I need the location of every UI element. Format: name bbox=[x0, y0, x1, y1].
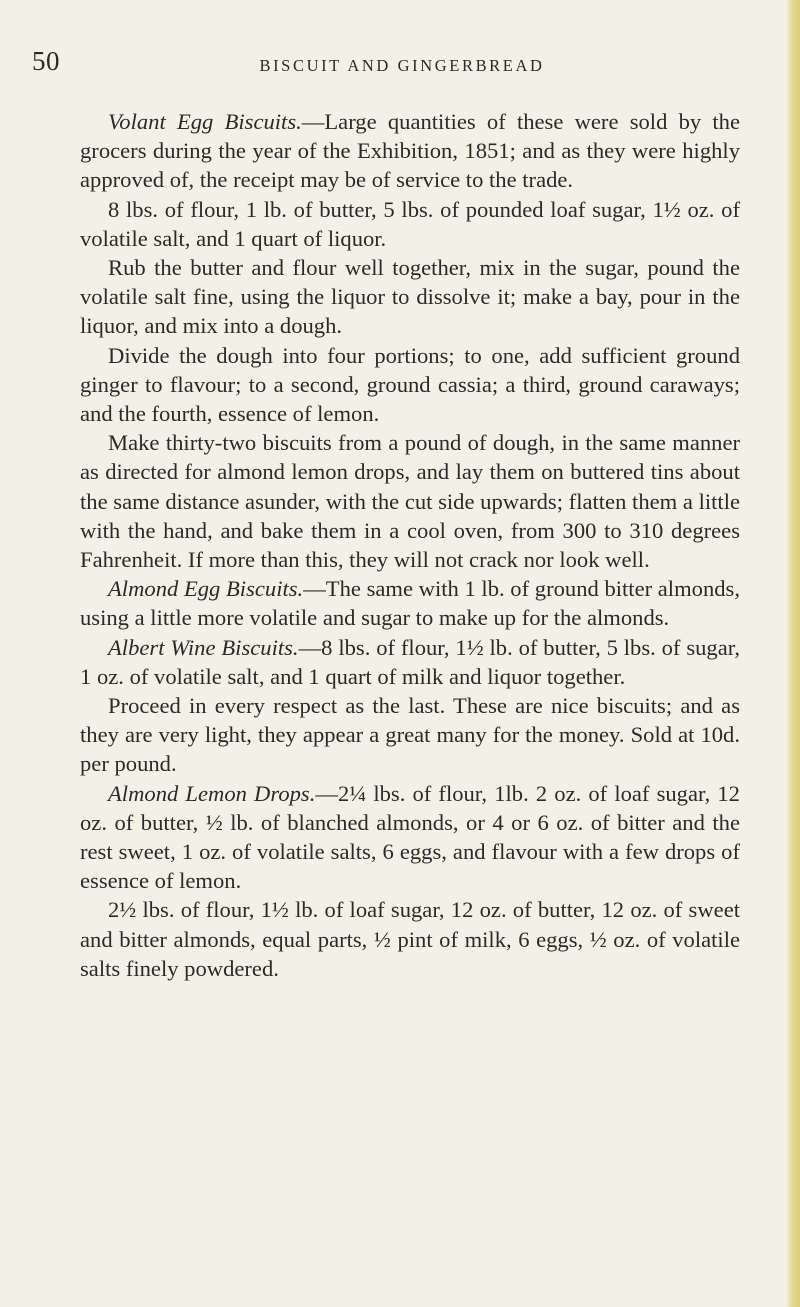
paragraph bbox=[80, 633, 740, 691]
recipe-title: Almond Egg Biscuits. bbox=[108, 576, 304, 602]
paragraph-text: —2¼ lbs. of flour, 1lb. 2 oz. of loaf sugar, 12 oz. of butter, ½ lb. of blanched almonds, or 4 or 6 oz. of bitter and the rest sweet, 1 oz. of volatile salts, 6 eggs, and flavour with a few drops of essence of lemon. bbox=[80, 780, 740, 894]
paragraph-text: 2½ lbs. of flour, 1½ lb. of loaf sugar, 12 oz. of butter, 12 oz. of sweet and bitter almonds, equal parts, ½ pint of milk, 6 eggs, ½ oz. of volatile salts finely powdered. bbox=[80, 897, 740, 981]
paragraph bbox=[80, 428, 740, 574]
paragraph bbox=[80, 779, 740, 896]
page-edge bbox=[786, 0, 800, 1307]
paragraph-text: —The same with 1 lb. of ground bitter almonds, using a little more volatile and sugar to make up for the almonds. bbox=[80, 576, 740, 631]
paragraph-text: Divide the dough into four portions; to one, add sufficient ground ginger to flavour; to a second, ground cassia; a third, ground caraways; and the fourth, essence of lemon. bbox=[80, 342, 740, 427]
paragraph bbox=[80, 253, 740, 341]
paragraph-text: —8 lbs. of flour, 1½ lb. of butter, 5 lbs. of sugar, 1 oz. of volatile salt, and 1 quart of milk and liquor together. bbox=[80, 634, 740, 689]
paragraph bbox=[80, 341, 740, 429]
recipe-title: Albert Wine Biscuits. bbox=[108, 634, 299, 660]
paragraph-text: —Large quantities of these were sold by the grocers during the year of the Exhibition, 1851; and as they were highly approved of, the receipt may be of service to the trade. bbox=[80, 109, 740, 193]
page-body bbox=[80, 107, 740, 983]
paragraph bbox=[80, 195, 740, 253]
running-title: BISCUIT AND GINGERBREAD bbox=[259, 56, 545, 75]
recipe-title: Almond Lemon Drops. bbox=[108, 780, 316, 806]
paragraph-text: Rub the butter and flour well together, mix in the sugar, pound the volatile salt fine, using the liquor to dissolve it; make a bay, pour in the liquor, and mix into a dough. bbox=[80, 255, 740, 339]
paragraph-text: Proceed in every respect as the last. These are nice biscuits; and as they are very light, they appear a great many for the money. Sold at 10d. per pound. bbox=[80, 693, 740, 777]
page-number: 50 bbox=[32, 46, 60, 76]
paragraph-text: 8 lbs. of flour, 1 lb. of butter, 5 lbs. of pounded loaf sugar, 1½ oz. of volatile salt, and 1 quart of liquor. bbox=[80, 196, 740, 251]
paragraph-text: Make thirty-two biscuits from a pound of dough, in the same manner as directed for almond lemon drops, and lay them on buttered tins about the same distance asunder, with the cut side upwards; flatten them a little with the hand, and bake them in a cool oven, from 300 to 310 degrees Fahrenheit. If more than this, they will not crack nor look well. bbox=[80, 430, 740, 573]
paragraph bbox=[80, 691, 740, 779]
paragraph bbox=[80, 574, 740, 632]
recipe-title: Volant Egg Biscuits. bbox=[108, 109, 302, 134]
paragraph bbox=[80, 895, 740, 983]
paragraph bbox=[80, 107, 740, 195]
page-header bbox=[32, 46, 772, 76]
